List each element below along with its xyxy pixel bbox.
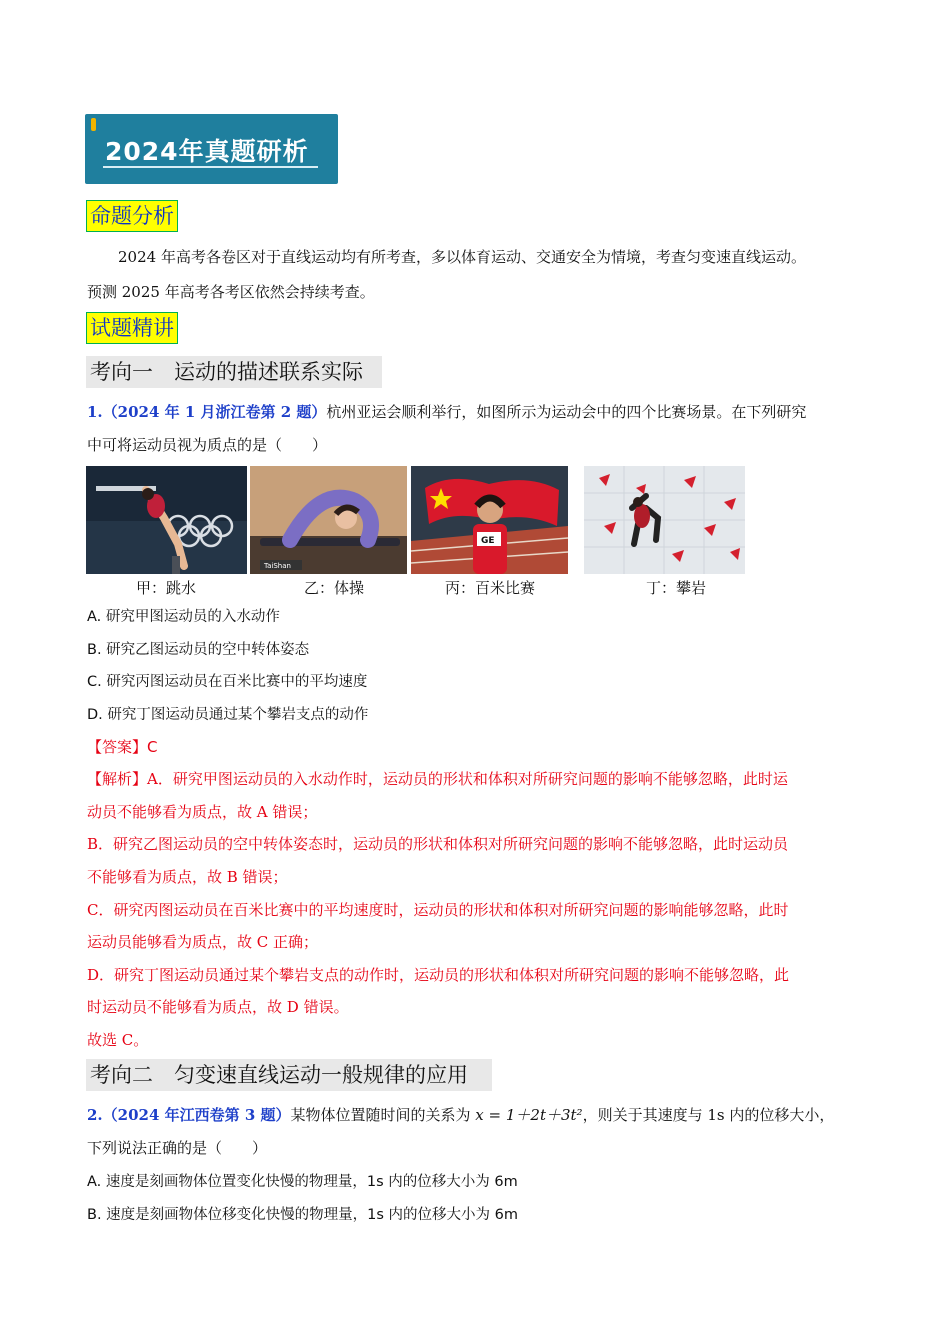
banner-underline	[103, 166, 318, 168]
section-2-title: 考向二 匀变速直线运动一般规律的应用	[86, 1059, 492, 1091]
q1-analysis-line-6: 运动员能够看为质点，故 C 正确；	[87, 933, 319, 951]
q2-source: 2.（2024 年江西卷第 3 题）	[87, 1106, 291, 1124]
q2-stem-a: 某物体位置随时间的关系为	[290, 1106, 476, 1124]
climbing-image	[584, 466, 745, 574]
photo-diving	[86, 466, 247, 574]
sponsor-text: TaiShan	[264, 562, 291, 570]
q1-option-d: D. 研究丁图运动员通过某个攀岩支点的动作	[87, 707, 369, 723]
q1-analysis-text-1: A．研究甲图运动员的入水动作时，运动员的形状和体积对所研究问题的影响不能够忽略，此时运	[147, 770, 788, 788]
intro-line-1: 2024 年高考各卷区对于直线运动均有所考查，多以体育运动、交通安全为情境，考查匀变速直线运动。	[118, 248, 806, 266]
q1-analysis-line-8: 时运动员不能够看为质点，故 D 错误。	[87, 998, 349, 1016]
q1-analysis-line-3: B．研究乙图运动员的空中转体姿态时，运动员的形状和体积对所研究问题的影响不能够忽略，此时运动员	[87, 835, 789, 853]
q2-stem-line-2: 下列说法正确的是（ ）	[87, 1139, 268, 1157]
q1-option-c: C. 研究丙图运动员在百米比赛中的平均速度	[87, 674, 368, 690]
q1-stem-text: 杭州亚运会顺利举行，如图所示为运动会中的四个比赛场景。在下列研究	[326, 403, 807, 421]
q1-analysis-line-9: 故选 C。	[87, 1031, 149, 1049]
banner-accent-mark	[91, 118, 96, 131]
photo-climbing	[584, 466, 745, 574]
q1-option-b: B. 研究乙图运动员的空中转体姿态	[87, 642, 310, 658]
q2-option-a: A. 速度是刻画物体位置变化快慢的物理量，1s 内的位移大小为 6m	[87, 1174, 518, 1190]
q1-analysis-line-5: C．研究丙图运动员在百米比赛中的平均速度时，运动员的形状和体积对所研究问题的影响能够忽略，此时	[87, 901, 789, 919]
q1-analysis-line-2: 动员不能够看为质点，故 A 错误；	[87, 803, 318, 821]
caption-b: 乙：体操	[304, 579, 365, 597]
photo-sprint	[411, 466, 568, 574]
q1-analysis-label: 【解析】	[87, 770, 148, 788]
heading-lecture: 试题精讲	[86, 312, 178, 344]
sprint-image	[411, 466, 568, 574]
banner-title: 2024年真题研析	[105, 137, 309, 166]
caption-c: 丙：百米比赛	[445, 579, 536, 597]
q1-stem-line-2: 中可将运动员视为质点的是（ ）	[87, 436, 328, 454]
q2-formula: x = 1＋2t＋3t²	[475, 1106, 583, 1124]
q1-answer: 【答案】C	[87, 738, 158, 756]
intro-line-2: 预测 2025 年高考各考区依然会持续考查。	[87, 283, 375, 301]
caption-d: 丁：攀岩	[646, 579, 707, 597]
q2-stem-line-1	[87, 1104, 834, 1125]
q1-option-a: A. 研究甲图运动员的入水动作	[87, 609, 280, 625]
bib-text: GE	[481, 536, 495, 546]
photo-gymnastics	[250, 466, 407, 574]
q2-option-b: B. 速度是刻画物体位移变化快慢的物理量，1s 内的位移大小为 6m	[87, 1207, 519, 1223]
q1-source: 1.（2024 年 1 月浙江卷第 2 题）	[87, 403, 327, 421]
q1-analysis-line-4: 不能够看为质点，故 B 错误；	[87, 868, 288, 886]
q1-stem-line-1	[87, 401, 806, 422]
heading-analysis: 命题分析	[86, 200, 178, 232]
title-banner	[85, 114, 338, 184]
gymnastics-image	[250, 466, 407, 574]
q1-analysis-line-1	[87, 768, 788, 789]
section-1-title: 考向一 运动的描述联系实际	[86, 356, 382, 388]
caption-a: 甲：跳水	[136, 579, 197, 597]
diving-image	[86, 466, 247, 574]
q1-analysis-line-7: D．研究丁图运动员通过某个攀岩支点的动作时，运动员的形状和体积对所研究问题的影响不能够忽略，此	[87, 966, 790, 984]
q2-stem-b: ，则关于其速度与 1s 内的位移大小，	[582, 1106, 835, 1124]
